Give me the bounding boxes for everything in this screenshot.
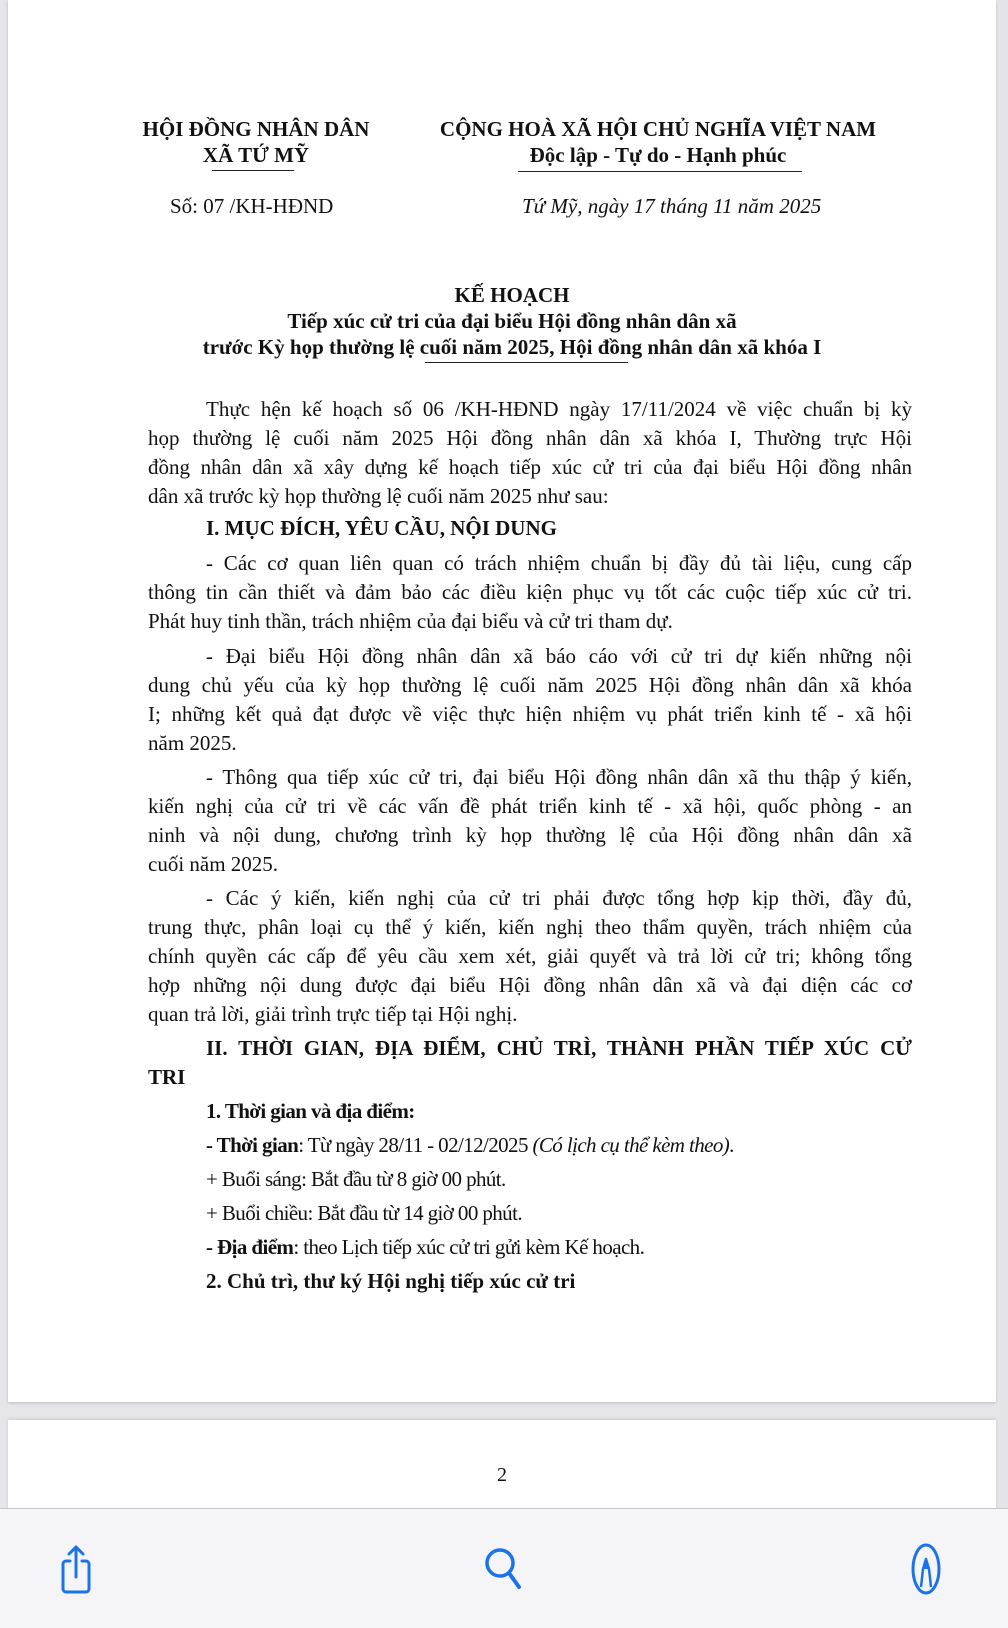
time-line bbox=[206, 1132, 734, 1158]
section-1-paragraph-line: chính quyền các cấp để yêu cầu xem xét, giải quyết và trả lời cử tri; không tổng bbox=[148, 944, 912, 968]
section-2-heading: II. THỜI GIAN, ĐỊA ĐIỂM, CHỦ TRÌ, THÀNH PHẦN TIẾP XÚC CỬ bbox=[206, 1036, 912, 1060]
section-1-paragraph-line: Phát huy tinh thần, trách nhiệm của đại biểu và cử tri tham dự. bbox=[148, 609, 673, 633]
section-1-paragraph-line: kiến nghị của cử tri về các vấn đề phát triển kinh tế - xã hội, quốc phòng - an bbox=[148, 794, 912, 818]
share-icon bbox=[46, 1539, 106, 1599]
section-1-paragraph-line: I; những kết quả đạt được về việc thực hiện nhiệm vụ phát triển kinh tế - xã hội bbox=[148, 702, 912, 726]
intro-line: Thực hện kế hoạch số 06 /KH-HĐND ngày 17/11/2024 về việc chuẩn bị kỳ bbox=[206, 397, 912, 421]
section-1-paragraph-line: năm 2025. bbox=[148, 731, 237, 755]
org-commune: XÃ TỨ MỸ bbox=[202, 143, 310, 167]
time-end: . bbox=[729, 1133, 734, 1157]
markup-button[interactable] bbox=[896, 1539, 956, 1599]
doc-subtitle-2: trước Kỳ họp thường lệ cuối năm 2025, Hội đồng nhân dân xã khóa I bbox=[202, 335, 822, 359]
subsection-1-heading: 1. Thời gian và địa điểm: bbox=[206, 1099, 415, 1123]
markup-icon bbox=[896, 1539, 956, 1599]
doc-title: KẾ HOẠCH bbox=[454, 283, 570, 307]
afternoon-session: + Buổi chiều: Bắt đầu từ 14 giờ 00 phút. bbox=[206, 1201, 522, 1225]
time-value: : Từ ngày 28/11 - 02/12/2025 bbox=[298, 1133, 533, 1157]
section-1-paragraph-line: - Đại biểu Hội đồng nhân dân xã báo cáo với cử tri dự kiến những nội bbox=[206, 644, 912, 668]
motto: Độc lập - Tự do - Hạnh phúc bbox=[529, 143, 787, 167]
country-name: CỘNG HOÀ XÃ HỘI CHỦ NGHĨA VIỆT NAM bbox=[439, 117, 877, 141]
section-1-paragraph-line: thông tin cần thiết và đảm bảo các điều kiện phục vụ tốt các cuộc tiếp xúc cử tri. bbox=[148, 580, 912, 604]
subsection-2-heading: 2. Chủ trì, thư ký Hội nghị tiếp xúc cử tri bbox=[206, 1269, 576, 1293]
section-1-heading: I. MỤC ĐÍCH, YÊU CẦU, NỘI DUNG bbox=[206, 516, 557, 540]
section-2-heading-cont: TRI bbox=[148, 1065, 186, 1089]
section-1-paragraph-line: - Các ý kiến, kiến nghị của cử tri phải được tổng hợp kịp thời, đầy đủ, bbox=[206, 886, 912, 910]
doc-subtitle-1: Tiếp xúc cử tri của đại biểu Hội đồng nhân dân xã bbox=[287, 309, 737, 333]
place-label: - Địa điểm bbox=[206, 1235, 294, 1259]
page-number: 2 bbox=[497, 1464, 507, 1486]
title-underline bbox=[425, 362, 628, 363]
section-1-paragraph-line: cuối năm 2025. bbox=[148, 852, 279, 876]
search-button[interactable] bbox=[474, 1539, 534, 1599]
document-page-1[interactable] bbox=[8, 0, 996, 1402]
org-name: HỘI ĐỒNG NHÂN DÂN bbox=[142, 117, 370, 141]
bottom-toolbar bbox=[0, 1508, 1008, 1628]
time-label: - Thời gian bbox=[206, 1133, 299, 1157]
section-1-paragraph-line: - Thông qua tiếp xúc cử tri, đại biểu Hội đồng nhân dân xã thu thập ý kiến, bbox=[206, 765, 912, 789]
intro-line: đồng nhân dân xã xây dựng kế hoạch tiếp xúc cử tri của đại biểu Hội đồng nhân bbox=[148, 455, 912, 479]
section-1-paragraph-line: quan trả lời, giải trình trực tiếp tại Hội nghị. bbox=[148, 1002, 518, 1026]
place-value: : theo Lịch tiếp xúc cử tri gửi kèm Kế hoạch. bbox=[293, 1235, 645, 1259]
place-line bbox=[206, 1234, 644, 1260]
org-underline bbox=[212, 170, 294, 171]
time-note: (Có lịch cụ thể kèm theo) bbox=[532, 1133, 730, 1157]
share-button[interactable] bbox=[46, 1539, 106, 1599]
motto-underline bbox=[518, 171, 802, 172]
section-1-paragraph-line: dung chủ yếu của kỳ họp thường lệ cuối năm 2025 Hội đồng nhân dân xã khóa bbox=[148, 673, 912, 697]
intro-line: dân xã trước kỳ họp thường lệ cuối năm 2025 như sau: bbox=[148, 484, 609, 508]
section-1-paragraph-line: hợp những nội dung được đại biểu Hội đồng nhân dân xã và đại diện các cơ bbox=[148, 973, 912, 997]
morning-session: + Buổi sáng: Bắt đầu từ 8 giờ 00 phút. bbox=[206, 1167, 506, 1191]
section-1-paragraph-line: - Các cơ quan liên quan có trách nhiệm chuẩn bị đầy đủ tài liệu, cung cấp bbox=[206, 551, 912, 575]
section-1-paragraph-line: ninh và nội dung, chương trình kỳ họp thường lệ của Hội đồng nhân dân xã bbox=[148, 823, 912, 847]
search-icon bbox=[474, 1539, 534, 1599]
document-page-2[interactable] bbox=[8, 1420, 996, 1510]
scroll-gutter bbox=[1000, 0, 1008, 1508]
intro-line: họp thường lệ cuối năm 2025 Hội đồng nhân dân xã khóa I, Thường trực Hội bbox=[148, 426, 912, 450]
section-1-paragraph-line: trung thực, phân loại cụ thể ý kiến, kiến nghị theo thẩm quyền, trách nhiệm của bbox=[148, 915, 912, 939]
doc-number: Số: 07 /KH-HĐND bbox=[170, 194, 334, 218]
date-place: Tứ Mỹ, ngày 17 tháng 11 năm 2025 bbox=[522, 194, 822, 218]
